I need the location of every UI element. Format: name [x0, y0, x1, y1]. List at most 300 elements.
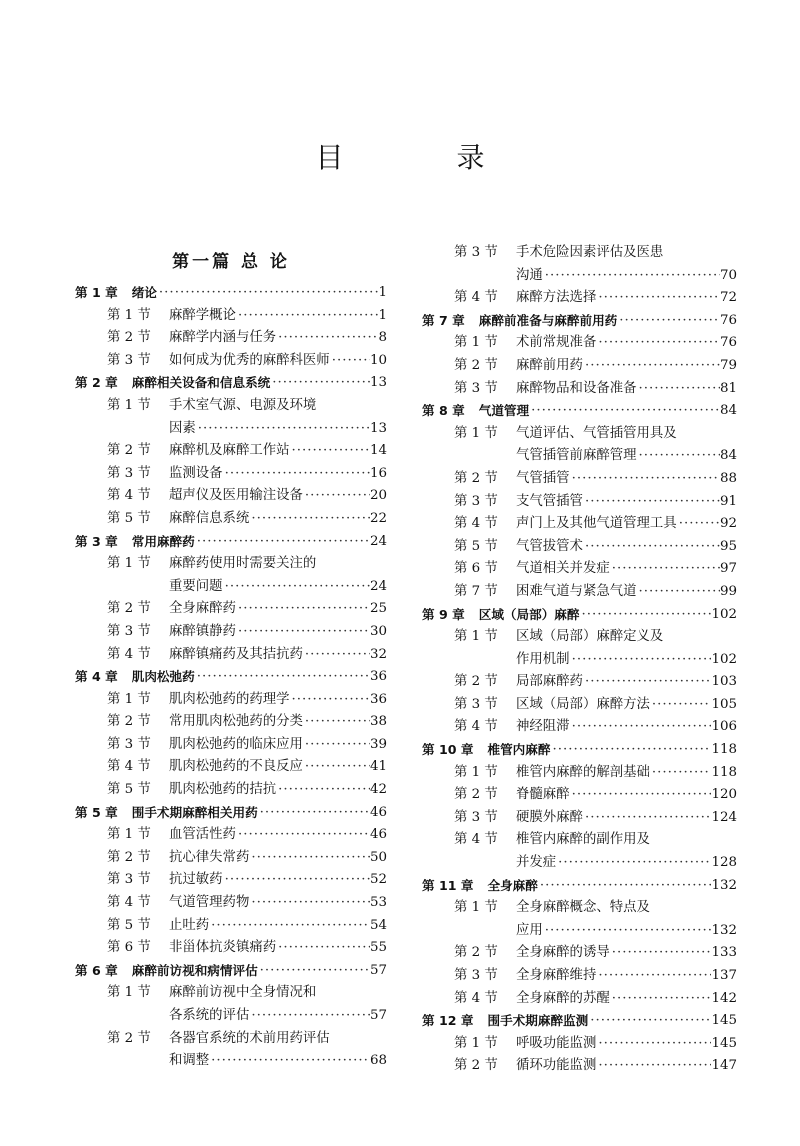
toc-section-entry[interactable] — [422, 784, 737, 807]
toc-section-entry[interactable] — [75, 553, 387, 576]
toc-entry-title: 监测设备 — [169, 465, 223, 481]
toc-entry-label — [516, 920, 543, 943]
toc-entry-label — [107, 327, 276, 350]
toc-entry-number: 第 2 节 — [107, 330, 151, 346]
toc-entry-page: 106 — [711, 719, 737, 735]
toc-section-entry[interactable] — [75, 937, 387, 960]
leader-dots — [303, 734, 370, 757]
toc-section-entry[interactable] — [422, 468, 737, 491]
toc-entry-title: 气道相关并发症 — [516, 561, 610, 577]
toc-entry-label — [422, 400, 529, 423]
toc-entry-title: 椎管内麻醉的解剖基础 — [516, 764, 650, 780]
toc-entry-number: 第 4 节 — [454, 516, 498, 532]
toc-entry-page: 70 — [719, 267, 737, 283]
toc-chapter-entry[interactable] — [422, 604, 737, 627]
toc-entry-label — [107, 779, 276, 802]
toc-entry-page: 42 — [369, 782, 387, 798]
toc-entry-title: 麻醉物品和设备准备 — [516, 380, 637, 396]
toc-entry-page: 24 — [369, 533, 387, 549]
toc-entry-label — [454, 626, 663, 649]
toc-section-entry[interactable] — [75, 305, 387, 328]
toc-entry-label — [107, 847, 249, 870]
toc-entry-number: 第 4 节 — [454, 290, 498, 306]
toc-entry-label — [107, 440, 290, 463]
toc-entry-label — [454, 988, 610, 1011]
leader-dots — [650, 694, 712, 717]
toc-entry-title: 气管插管前麻醉管理 — [516, 448, 637, 464]
toc-section-entry[interactable] — [422, 491, 737, 514]
toc-entry-number: 第 9 章 — [422, 606, 465, 622]
toc-section-entry[interactable] — [75, 915, 387, 938]
toc-section-entry[interactable] — [422, 942, 737, 965]
toc-section-entry[interactable] — [422, 716, 737, 739]
toc-section-entry[interactable] — [75, 598, 387, 621]
toc-section-entry[interactable] — [75, 892, 387, 915]
toc-entry-number: 第 2 节 — [107, 849, 151, 865]
toc-entry-number: 第 4 章 — [75, 669, 118, 685]
toc-entry-page: 102 — [711, 606, 737, 622]
toc-entry-number: 第 4 节 — [107, 646, 151, 662]
toc-entry-label — [454, 332, 596, 355]
toc-entry-page: 145 — [711, 1035, 737, 1051]
toc-entry-number: 第 1 节 — [454, 425, 498, 441]
toc-section-entry[interactable] — [422, 378, 737, 401]
toc-entry-page: 24 — [369, 578, 387, 594]
toc-section-entry[interactable] — [75, 982, 387, 1005]
toc-section-entry[interactable] — [422, 694, 737, 717]
toc-entry-page: 88 — [719, 470, 737, 486]
leader-dots — [316, 553, 387, 576]
toc-section-entry[interactable] — [75, 621, 387, 644]
toc-entry-title: 全身麻醉 — [487, 877, 538, 893]
toc-entry-title: 麻醉方法选择 — [516, 290, 597, 306]
toc-entry-number: 第 5 节 — [454, 538, 498, 554]
toc-entry-page: 84 — [719, 448, 737, 464]
toc-entry-page: 46 — [369, 804, 387, 820]
leader-dots — [663, 242, 737, 265]
toc-entry-title: 非甾体抗炎镇痛药 — [169, 940, 277, 956]
toc-section-entry[interactable] — [75, 485, 387, 508]
toc-entry-title: 麻醉前用药 — [516, 357, 583, 373]
toc-section-entry[interactable] — [75, 847, 387, 870]
toc-entry-number: 第 3 节 — [454, 380, 498, 396]
toc-section-entry[interactable] — [422, 807, 737, 830]
toc-entry-title: 绪论 — [131, 285, 157, 300]
toc-entry-label — [107, 508, 249, 531]
toc-entry-title: 区域（局部）麻醉 — [478, 606, 580, 622]
toc-entry-page: 76 — [719, 312, 737, 328]
toc-entry-title: 手术危险因素评估及医患 — [516, 245, 664, 260]
leader-dots — [303, 485, 370, 508]
leader-dots — [223, 869, 370, 892]
toc-chapter-entry[interactable] — [75, 372, 387, 395]
toc-entry-label — [454, 491, 583, 514]
toc-entry-page: 32 — [369, 646, 387, 662]
toc-entry-title: 麻醉机及麻醉工作站 — [169, 443, 290, 459]
toc-left-column — [75, 242, 387, 1073]
toc-entry-page: 132 — [711, 877, 737, 893]
toc-cont-entry[interactable] — [75, 1005, 387, 1028]
toc-section-entry[interactable] — [75, 869, 387, 892]
toc-entry-label — [454, 536, 583, 559]
toc-section-entry[interactable] — [75, 711, 387, 734]
toc-entry-label — [454, 807, 583, 830]
toc-entry-page: 41 — [369, 759, 387, 775]
toc-section-entry[interactable] — [422, 671, 737, 694]
toc-section-entry[interactable] — [422, 558, 737, 581]
toc-entry-title: 麻醉学概论 — [169, 307, 236, 323]
leader-dots — [538, 875, 712, 898]
toc-entry-number: 第 7 节 — [454, 583, 498, 599]
toc-entry-title: 并发症 — [516, 855, 557, 871]
toc-entry-page: 103 — [711, 674, 737, 690]
toc-chapter-entry[interactable] — [75, 282, 387, 305]
toc-entry-title: 围手术期麻醉监测 — [487, 1013, 589, 1029]
leader-dots — [209, 915, 370, 938]
toc-entry-title: 区域（局部）麻醉定义及 — [516, 629, 664, 645]
leader-dots — [195, 531, 370, 554]
toc-entry-page: 53 — [369, 895, 387, 911]
toc-entry-label — [107, 892, 249, 915]
leader-dots — [610, 988, 712, 1011]
toc-entry-number: 第 8 章 — [422, 403, 465, 419]
leader-dots — [637, 378, 720, 401]
toc-entry-number: 第 4 节 — [454, 719, 498, 735]
leader-dots — [583, 807, 711, 830]
toc-chapter-entry[interactable] — [422, 875, 737, 898]
toc-section-entry[interactable] — [75, 689, 387, 712]
toc-entry-number: 第 4 节 — [107, 895, 151, 911]
leader-dots — [276, 327, 378, 350]
toc-list-left — [75, 282, 387, 1073]
toc-chapter-entry[interactable] — [422, 1010, 737, 1033]
toc-entry-number: 第 1 节 — [107, 397, 151, 413]
toc-entry-label — [107, 915, 209, 938]
toc-section-entry[interactable] — [422, 626, 737, 649]
toc-entry-number: 第 1 节 — [454, 1035, 498, 1051]
toc-entry-number: 第 1 节 — [454, 900, 498, 916]
toc-entry-page: 99 — [719, 583, 737, 599]
toc-cont-entry[interactable] — [422, 265, 737, 288]
leader-dots — [316, 395, 387, 418]
toc-entry-title: 手术室气源、电源及环境 — [169, 397, 317, 413]
toc-entry-title: 和调整 — [169, 1053, 210, 1069]
toc-entry-page: 8 — [378, 330, 387, 346]
toc-section-entry[interactable] — [422, 581, 737, 604]
toc-entry-page: 76 — [719, 335, 737, 351]
toc-entry-number: 第 1 节 — [454, 629, 498, 645]
toc-entry-page: 38 — [369, 714, 387, 730]
toc-entry-title: 常用麻醉药 — [131, 533, 195, 549]
toc-cont-entry[interactable] — [422, 445, 737, 468]
leader-dots — [570, 716, 712, 739]
toc-chapter-entry[interactable] — [75, 960, 387, 983]
toc-cont-entry[interactable] — [75, 1050, 387, 1073]
toc-section-entry[interactable] — [75, 824, 387, 847]
toc-entry-page: 72 — [719, 290, 737, 306]
toc-entry-number: 第 5 节 — [107, 510, 151, 526]
leader-dots — [303, 711, 370, 734]
toc-entry-label — [75, 960, 258, 983]
toc-section-entry[interactable] — [75, 327, 387, 350]
toc-section-entry[interactable] — [75, 350, 387, 373]
toc-entry-page: 36 — [369, 691, 387, 707]
toc-chapter-entry[interactable] — [75, 666, 387, 689]
leader-dots — [258, 960, 370, 983]
toc-entry-page: 46 — [369, 827, 387, 843]
toc-chapter-entry[interactable] — [75, 531, 387, 554]
toc-entry-label — [454, 558, 610, 581]
leader-dots — [570, 649, 712, 672]
toc-entry-number: 第 3 节 — [454, 493, 498, 509]
toc-entry-number: 第 2 节 — [107, 714, 151, 730]
toc-entry-number: 第 3 节 — [107, 465, 151, 481]
toc-entry-label — [516, 649, 570, 672]
toc-entry-title: 止吐药 — [169, 917, 210, 933]
toc-entry-number: 第 5 章 — [75, 804, 118, 820]
toc-entry-number: 第 11 章 — [422, 877, 474, 893]
leader-dots — [570, 784, 712, 807]
toc-cont-entry[interactable] — [422, 649, 737, 672]
toc-section-entry[interactable] — [422, 513, 737, 536]
toc-entry-title: 因素 — [169, 420, 196, 436]
toc-entry-title: 椎管内麻醉 — [487, 742, 551, 758]
toc-entry-page: 10 — [369, 352, 387, 368]
leader-dots — [236, 621, 370, 644]
toc-entry-number: 第 3 节 — [107, 872, 151, 888]
toc-entry-title: 气管插管 — [516, 470, 570, 486]
toc-entry-title: 全身麻醉的苏醒 — [516, 990, 610, 1006]
toc-entry-page: 147 — [711, 1058, 737, 1074]
toc-section-entry[interactable] — [75, 734, 387, 757]
toc-section-entry[interactable] — [422, 287, 737, 310]
leader-dots — [610, 942, 712, 965]
leader-dots — [543, 920, 712, 943]
toc-entry-title: 麻醉学内涵与任务 — [169, 330, 277, 346]
toc-entry-label — [422, 875, 538, 898]
toc-entry-number: 第 6 节 — [107, 940, 151, 956]
toc-entry-number: 第 3 节 — [454, 968, 498, 983]
leader-dots — [596, 287, 720, 310]
toc-entry-title: 肌肉松弛药的药理学 — [169, 691, 290, 707]
leader-dots — [330, 350, 370, 373]
toc-entry-number: 第 1 节 — [454, 335, 498, 351]
leader-dots — [303, 756, 370, 779]
leader-dots — [330, 1028, 387, 1051]
leader-dots — [303, 644, 370, 667]
leader-dots — [316, 982, 387, 1005]
toc-cont-entry[interactable] — [75, 418, 387, 441]
leader-dots — [223, 463, 370, 486]
toc-section-entry[interactable] — [422, 988, 737, 1011]
toc-section-entry[interactable] — [75, 779, 387, 802]
toc-entry-label — [454, 378, 637, 401]
leader-dots — [583, 355, 720, 378]
toc-section-entry[interactable] — [422, 965, 737, 988]
leader-dots — [196, 418, 370, 441]
toc-section-entry[interactable] — [422, 332, 737, 355]
toc-entry-number: 第 7 章 — [422, 312, 465, 328]
toc-entry-title: 血管活性药 — [169, 827, 236, 843]
toc-section-entry[interactable] — [75, 644, 387, 667]
toc-entry-label — [107, 350, 330, 373]
toc-entry-page: 118 — [711, 742, 737, 758]
leader-dots — [596, 1033, 711, 1056]
leader-dots — [529, 400, 720, 423]
toc-entry-title: 脊髓麻醉 — [516, 787, 570, 803]
toc-cont-entry[interactable] — [75, 576, 387, 599]
toc-entry-label — [107, 305, 236, 328]
toc-right-column — [422, 242, 737, 1078]
toc-entry-page: 20 — [369, 488, 387, 504]
toc-chapter-entry[interactable] — [422, 400, 737, 423]
toc-entry-title: 抗过敏药 — [169, 872, 223, 888]
toc-entry-title: 术前常规准备 — [516, 335, 597, 351]
toc-entry-page: 25 — [369, 601, 387, 617]
toc-entry-page: 57 — [369, 1008, 387, 1023]
toc-section-entry[interactable] — [422, 242, 737, 265]
leader-dots — [258, 802, 370, 825]
leader-dots — [209, 1050, 370, 1073]
toc-entry-label — [454, 1033, 596, 1056]
toc-entry-label — [454, 829, 650, 852]
toc-entry-title: 气道管理 — [478, 403, 530, 419]
leader-dots — [223, 576, 370, 599]
toc-entry-number: 第 3 节 — [454, 696, 498, 712]
toc-entry-title: 循环功能监测 — [516, 1058, 597, 1074]
toc-chapter-entry[interactable] — [75, 802, 387, 825]
toc-entry-number: 第 4 节 — [107, 759, 151, 775]
toc-entry-label — [107, 553, 316, 576]
leader-dots — [157, 282, 379, 305]
toc-entry-label — [107, 982, 316, 1005]
toc-entry-label — [107, 463, 223, 486]
toc-entry-page: 120 — [711, 787, 737, 803]
toc-entry-label — [107, 689, 290, 712]
toc-entry-label — [107, 756, 303, 779]
toc-cont-entry[interactable] — [422, 852, 737, 875]
toc-entry-title: 麻醉镇静药 — [169, 623, 236, 639]
toc-section-entry[interactable] — [422, 1033, 737, 1056]
toc-entry-page: 145 — [711, 1013, 737, 1029]
toc-entry-label — [107, 711, 303, 734]
toc-section-entry[interactable] — [422, 423, 737, 446]
toc-section-entry[interactable] — [75, 508, 387, 531]
toc-entry-label — [107, 485, 303, 508]
toc-entry-title: 肌肉松弛药的拮抗 — [169, 782, 277, 798]
toc-chapter-entry[interactable] — [422, 310, 737, 333]
leader-dots — [249, 508, 370, 531]
leader-dots — [570, 468, 720, 491]
toc-entry-page: 92 — [719, 516, 737, 532]
toc-entry-number: 第 1 章 — [75, 285, 118, 300]
toc-entry-page: 14 — [369, 443, 387, 459]
leader-dots — [588, 1010, 711, 1033]
toc-section-entry[interactable] — [422, 829, 737, 852]
toc-entry-title: 硬膜外麻醉 — [516, 809, 583, 825]
toc-section-entry[interactable] — [422, 1055, 737, 1078]
toc-chapter-entry[interactable] — [422, 739, 737, 762]
leader-dots — [579, 604, 711, 627]
toc-entry-label — [454, 242, 663, 265]
toc-entry-label — [454, 897, 650, 920]
toc-entry-title: 各器官系统的术前用药评估 — [169, 1030, 330, 1046]
toc-section-entry[interactable] — [75, 440, 387, 463]
toc-entry-page: 84 — [719, 403, 737, 419]
leader-dots — [650, 762, 712, 785]
toc-entry-title: 支气管插管 — [516, 493, 583, 509]
toc-section-entry[interactable] — [75, 1028, 387, 1051]
toc-entry-label — [75, 282, 157, 305]
toc-entry-page: 91 — [719, 493, 737, 509]
toc-entry-label — [454, 1055, 596, 1078]
toc-entry-number: 第 4 节 — [454, 990, 498, 1006]
part-title: 第一篇 总 论 — [172, 252, 290, 272]
toc-entry-label — [454, 468, 570, 491]
toc-entry-page: 105 — [711, 696, 737, 712]
toc-entry-label — [516, 265, 543, 288]
toc-entry-title: 麻醉前访视中全身情况和 — [169, 985, 317, 1001]
toc-entry-title: 麻醉前访视和病情评估 — [131, 962, 258, 978]
toc-entry-number: 第 4 节 — [454, 832, 498, 848]
toc-entry-title: 肌肉松弛药的临床应用 — [169, 736, 303, 752]
toc-entry-page: 22 — [369, 510, 387, 526]
leader-dots — [543, 265, 720, 288]
leader-dots — [556, 852, 711, 875]
toc-entry-label — [107, 644, 303, 667]
leader-dots — [290, 440, 370, 463]
toc-entry-number: 第 4 节 — [107, 488, 151, 504]
toc-entry-page: 68 — [369, 1053, 387, 1069]
toc-cont-entry[interactable] — [422, 920, 737, 943]
toc-section-entry[interactable] — [422, 897, 737, 920]
toc-entry-label — [454, 581, 637, 604]
toc-entry-title: 超声仪及医用输注设备 — [169, 488, 303, 504]
toc-entry-page: 1 — [378, 307, 387, 323]
toc-entry-title: 局部麻醉药 — [516, 674, 583, 690]
toc-entry-number: 第 2 节 — [107, 443, 151, 459]
toc-entry-label — [454, 784, 570, 807]
toc-list-right — [422, 242, 737, 1078]
toc-section-entry[interactable] — [75, 463, 387, 486]
leader-dots — [583, 536, 720, 559]
toc-entry-page: 124 — [711, 809, 737, 825]
toc-entry-number: 第 3 节 — [454, 809, 498, 825]
toc-entry-label — [454, 716, 570, 739]
toc-section-entry[interactable] — [75, 395, 387, 418]
toc-entry-title: 如何成为优秀的麻醉科医师 — [169, 352, 330, 368]
toc-entry-label — [516, 852, 556, 875]
toc-entry-number: 第 2 节 — [454, 470, 498, 486]
toc-entry-number: 第 2 节 — [454, 1058, 498, 1074]
toc-entry-page: 52 — [369, 872, 387, 888]
toc-entry-number: 第 1 节 — [107, 307, 151, 323]
toc-section-entry[interactable] — [422, 762, 737, 785]
toc-entry-number: 第 2 节 — [454, 787, 498, 803]
toc-entry-label — [169, 1050, 209, 1073]
toc-entry-title: 全身麻醉的诱导 — [516, 945, 610, 961]
toc-section-entry[interactable] — [75, 756, 387, 779]
toc-section-entry[interactable] — [422, 536, 737, 559]
toc-entry-label — [454, 942, 610, 965]
toc-entry-title: 麻醉相关设备和信息系统 — [131, 375, 271, 391]
leader-dots — [583, 491, 720, 514]
toc-entry-label — [75, 666, 195, 689]
toc-entry-title: 气道管理药物 — [169, 895, 250, 911]
toc-section-entry[interactable] — [422, 355, 737, 378]
toc-entry-label — [107, 937, 276, 960]
toc-entry-label — [422, 739, 550, 762]
